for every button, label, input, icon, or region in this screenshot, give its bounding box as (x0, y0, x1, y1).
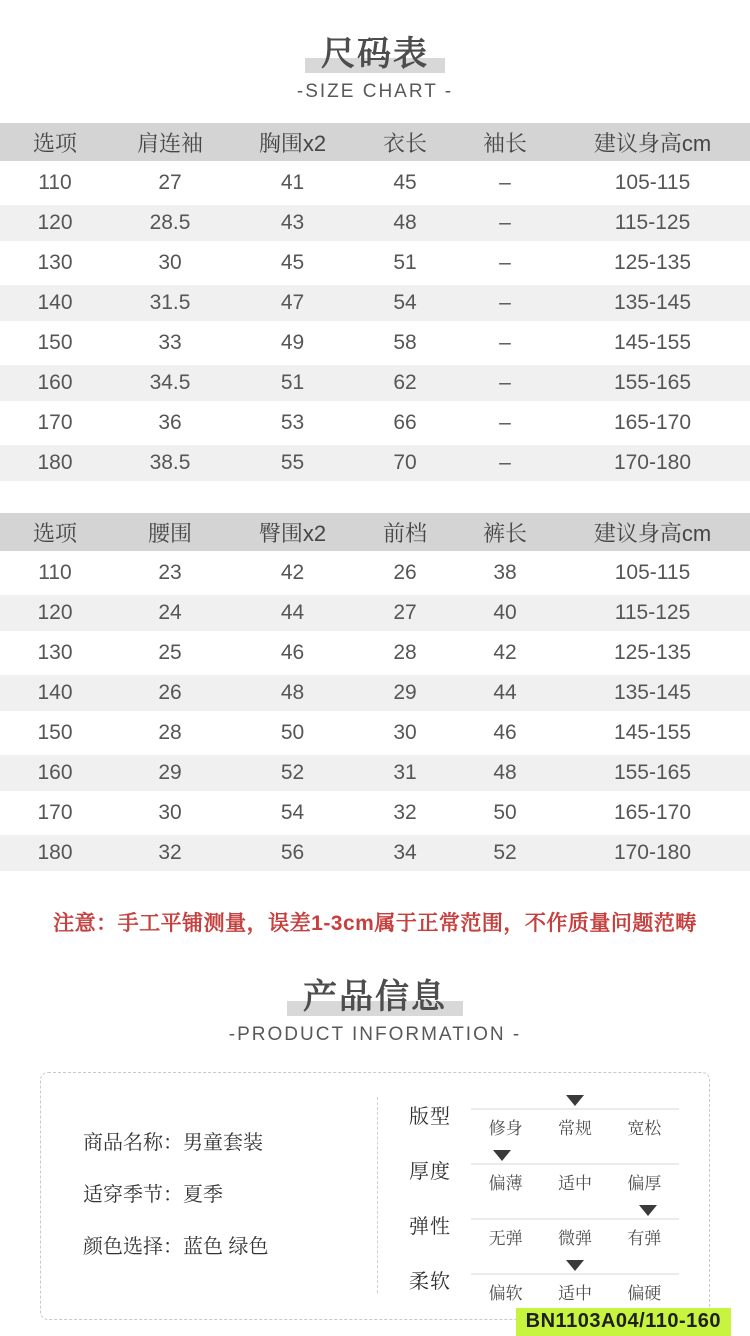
size-cell: – (499, 251, 511, 274)
column-header: 肩连袖 (110, 121, 230, 163)
column-header: 建议身高cm (555, 121, 750, 163)
column-header: 胸围x2 (230, 121, 355, 163)
column-header: 建议身高cm (555, 511, 750, 553)
size-chart-title (321, 26, 429, 75)
attribute-options (471, 1224, 679, 1249)
size-cell: 145-155 (613, 721, 692, 744)
size-cell: – (455, 283, 555, 323)
attribute-option: 修身 (488, 1119, 523, 1138)
attribute-option: 有弹 (627, 1229, 662, 1248)
size-cell: 27 (355, 593, 455, 633)
attribute-scale (471, 1260, 679, 1304)
size-cell: 26 (393, 561, 417, 584)
size-row (0, 443, 750, 483)
header-row (0, 511, 750, 553)
size-cell: 28 (393, 641, 417, 664)
size-cell: 130 (37, 641, 73, 664)
size-cell: 160 (0, 363, 110, 403)
size-cell: 48 (455, 753, 555, 793)
attribute-scale (471, 1095, 679, 1139)
size-cell: 170-180 (555, 443, 750, 483)
size-cell: – (455, 203, 555, 243)
attribute-options (471, 1279, 679, 1304)
size-cell: 170 (37, 411, 73, 434)
size-cell: 54 (280, 801, 305, 824)
size-cell: 38 (493, 561, 517, 584)
size-cell: 120 (0, 593, 110, 633)
size-cell: 29 (355, 673, 455, 713)
attribute-options (471, 1114, 679, 1139)
attribute-row (409, 1205, 679, 1249)
size-cell: 53 (280, 411, 305, 434)
scale-line (471, 1273, 679, 1275)
size-cell: 45 (393, 171, 417, 194)
size-cell: 42 (280, 561, 305, 584)
field-label: 商品名称： (83, 1132, 183, 1154)
scale-line (471, 1163, 679, 1165)
size-cell: 28 (158, 721, 182, 744)
header-row (0, 121, 750, 163)
size-cell: 44 (455, 673, 555, 713)
size-cell: 110 (38, 561, 72, 584)
column-header: 腰围 (110, 511, 230, 553)
size-cell: 125-135 (613, 641, 692, 664)
size-cell: 155-165 (555, 753, 750, 793)
size-cell: – (455, 443, 555, 483)
size-cell: 34.5 (110, 363, 230, 403)
attribute-option: 偏厚 (627, 1174, 662, 1193)
product-field (83, 1181, 269, 1209)
size-cell: 23 (158, 561, 182, 584)
attribute-option: 适中 (557, 1174, 592, 1193)
size-row (0, 363, 750, 403)
column-header: 选项 (0, 511, 110, 553)
selected-marker-icon (493, 1150, 511, 1161)
attribute-scale (471, 1205, 679, 1249)
size-cell: 36 (158, 411, 182, 434)
product-fields (83, 1129, 269, 1285)
size-cell: 45 (280, 251, 305, 274)
attribute-option: 偏软 (488, 1284, 523, 1303)
field-label: 适穿季节： (83, 1184, 183, 1206)
attribute-option: 常规 (557, 1119, 592, 1138)
size-cell: 46 (493, 721, 517, 744)
size-cell: 125-135 (613, 251, 692, 274)
size-cell: 51 (230, 363, 355, 403)
size-cell: 32 (393, 801, 417, 824)
field-value: 夏季 (183, 1184, 223, 1206)
size-cell: 34 (355, 833, 455, 873)
attribute-option: 宽松 (627, 1119, 662, 1138)
size-cell: 120 (0, 203, 110, 243)
column-header: 袖长 (455, 121, 555, 163)
size-row (0, 833, 750, 873)
attribute-option: 适中 (557, 1284, 592, 1303)
attribute-option: 偏薄 (488, 1174, 523, 1193)
size-cell: 29 (110, 753, 230, 793)
size-cell: 140 (0, 673, 110, 713)
size-cell: 160 (0, 753, 110, 793)
size-cell: 180 (0, 833, 110, 873)
attribute-option: 微弹 (557, 1229, 592, 1248)
size-cell: 46 (280, 641, 305, 664)
size-cell: 54 (355, 283, 455, 323)
size-cell: 115-125 (555, 203, 750, 243)
size-cell: 135-145 (555, 673, 750, 713)
size-cell: 44 (230, 593, 355, 633)
size-cell: 58 (393, 331, 417, 354)
attribute-option: 偏硬 (627, 1284, 662, 1303)
product-info-box (40, 1072, 721, 1332)
sku-badge: BN1103A04/110-160 (516, 1308, 731, 1336)
size-cell: 165-170 (613, 411, 692, 434)
attribute-row (409, 1095, 679, 1139)
size-row (0, 793, 750, 833)
size-row (0, 633, 750, 673)
size-cell: 41 (280, 171, 305, 194)
size-cell: 48 (355, 203, 455, 243)
size-cell: 31 (355, 753, 455, 793)
size-cell: 51 (393, 251, 417, 274)
size-cell: 52 (230, 753, 355, 793)
size-cell: 52 (455, 833, 555, 873)
attribute-name: 厚度 (409, 1161, 451, 1183)
size-row (0, 323, 750, 363)
field-value: 蓝色 绿色 (183, 1236, 269, 1258)
size-cell: 33 (158, 331, 182, 354)
size-cell: 165-170 (613, 801, 692, 824)
attribute-scale (471, 1150, 679, 1194)
size-cell: 32 (110, 833, 230, 873)
size-cell: 30 (393, 721, 417, 744)
size-cell: 43 (230, 203, 355, 243)
product-info-title-text: 产品信息 (303, 978, 447, 1016)
size-cell: – (499, 171, 511, 194)
size-cell: 50 (280, 721, 305, 744)
product-info-section (0, 969, 750, 1332)
size-cell: 130 (37, 251, 73, 274)
size-cell: – (499, 411, 511, 434)
column-header: 选项 (0, 121, 110, 163)
scale-line (471, 1218, 679, 1220)
attribute-name: 弹性 (409, 1216, 451, 1238)
size-cell: 155-165 (555, 363, 750, 403)
scale-line (471, 1108, 679, 1110)
size-cell: 24 (110, 593, 230, 633)
size-cell: – (455, 363, 555, 403)
size-cell: 30 (158, 801, 182, 824)
size-cell: 55 (230, 443, 355, 483)
size-row (0, 673, 750, 713)
product-field (83, 1129, 269, 1157)
column-header: 前档 (355, 511, 455, 553)
size-cell: – (499, 331, 511, 354)
size-cell: 140 (0, 283, 110, 323)
size-cell: 145-155 (613, 331, 692, 354)
attribute-name: 柔软 (409, 1271, 451, 1293)
selected-marker-icon (566, 1095, 584, 1106)
size-cell: 47 (230, 283, 355, 323)
column-header: 臀围x2 (230, 511, 355, 553)
field-value: 男童套装 (183, 1132, 263, 1154)
size-cell: 115-125 (555, 593, 750, 633)
size-cell: 170 (37, 801, 73, 824)
size-cell: 66 (393, 411, 417, 434)
size-cell: 70 (355, 443, 455, 483)
attribute-row (409, 1260, 679, 1304)
size-cell: 25 (158, 641, 182, 664)
size-cell: 170-180 (555, 833, 750, 873)
size-cell: 42 (493, 641, 517, 664)
product-info-title-block (0, 969, 750, 1046)
product-attributes (409, 1095, 679, 1315)
size-row (0, 713, 750, 753)
size-chart-section (0, 26, 750, 937)
size-cell: 49 (280, 331, 305, 354)
field-label: 颜色选择： (83, 1236, 183, 1258)
size-cell: 31.5 (110, 283, 230, 323)
size-row (0, 593, 750, 633)
product-info-title (303, 969, 447, 1018)
selected-marker-icon (639, 1205, 657, 1216)
size-cell: 62 (355, 363, 455, 403)
size-row (0, 753, 750, 793)
product-field (83, 1233, 269, 1261)
measurement-note: 注意：手工平铺测量，误差1-3cm属于正常范围，不作质量问题范畴 (53, 912, 697, 935)
attribute-row (409, 1150, 679, 1194)
attribute-options (471, 1169, 679, 1194)
size-row (0, 203, 750, 243)
attribute-name: 版型 (409, 1106, 451, 1128)
size-cell: 38.5 (110, 443, 230, 483)
size-cell: 150 (37, 721, 73, 744)
size-row (0, 553, 750, 593)
size-cell: 105-115 (614, 561, 691, 584)
size-cell: 26 (110, 673, 230, 713)
size-cell: 27 (158, 171, 182, 194)
size-cell: 50 (493, 801, 517, 824)
bottom-pants-size-table (0, 511, 750, 873)
size-row (0, 243, 750, 283)
size-cell: 30 (158, 251, 182, 274)
size-row (0, 403, 750, 443)
selected-marker-icon (566, 1260, 584, 1271)
size-cell: 56 (230, 833, 355, 873)
product-info-subtitle: -PRODUCT INFORMATION - (228, 1024, 522, 1045)
top-garment-size-table (0, 121, 750, 483)
size-row (0, 163, 750, 203)
size-cell: 105-115 (614, 171, 691, 194)
size-chart-title-block (0, 26, 750, 103)
size-cell: 48 (230, 673, 355, 713)
size-cell: 150 (37, 331, 73, 354)
size-cell: 110 (38, 171, 72, 194)
size-chart-title-text: 尺码表 (321, 35, 429, 73)
info-box-divider (377, 1097, 378, 1293)
size-row (0, 283, 750, 323)
size-cell: 40 (455, 593, 555, 633)
column-header: 衣长 (355, 121, 455, 163)
size-cell: 28.5 (110, 203, 230, 243)
size-cell: 135-145 (555, 283, 750, 323)
column-header: 裤长 (455, 511, 555, 553)
size-chart-subtitle: -SIZE CHART - (296, 81, 454, 102)
attribute-option: 无弹 (488, 1229, 523, 1248)
size-cell: 180 (0, 443, 110, 483)
